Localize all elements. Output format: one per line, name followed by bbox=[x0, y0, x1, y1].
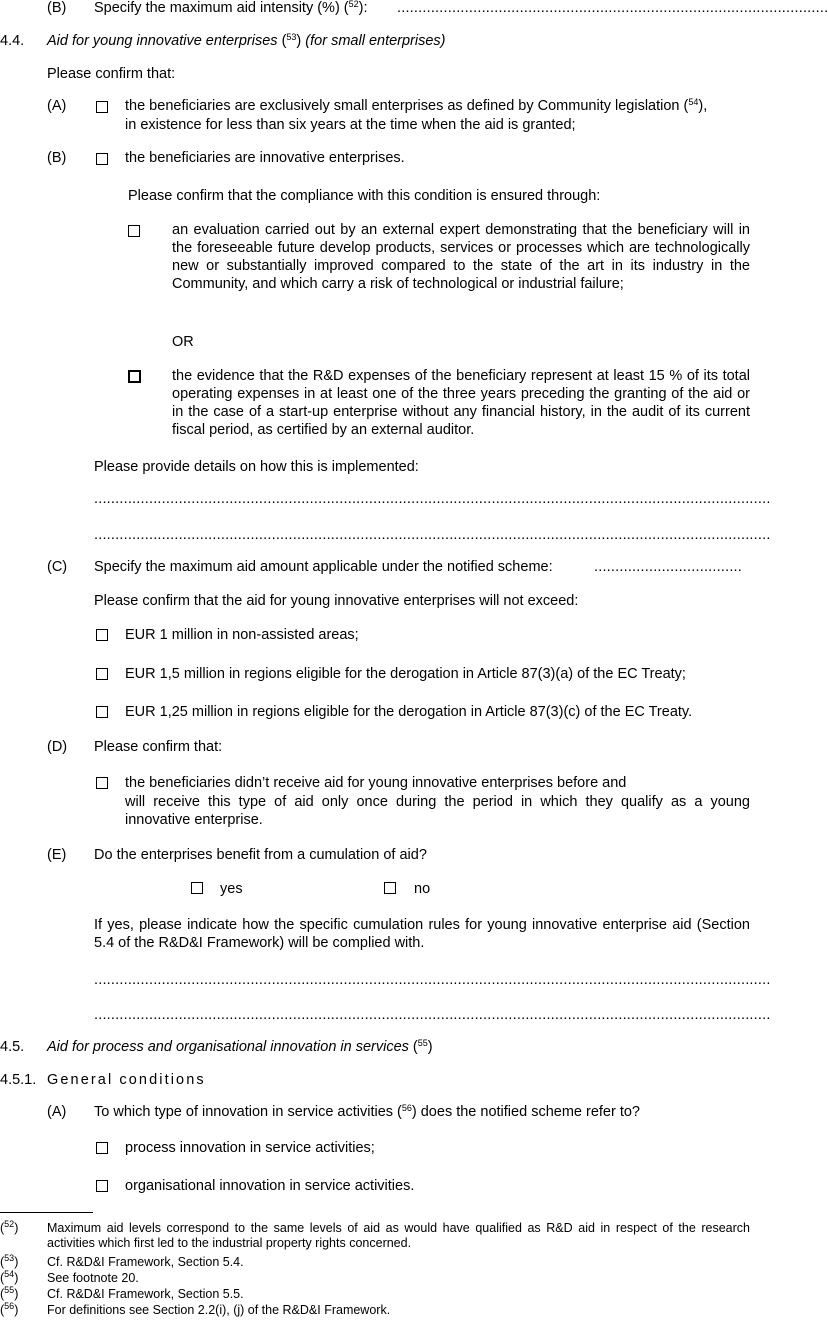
item-label-a: (A) bbox=[47, 1104, 67, 1120]
article-87-3a-text: EUR 1,5 million in regions eligible for the derogation in Article 87(3)(a) of the EC Treaty; bbox=[125, 666, 686, 682]
footnote-number: ($^{52}$) bbox=[0, 1219, 19, 1235]
section-title: Aid for process and organisational innovation in services ($^{55}$) bbox=[47, 1038, 433, 1055]
item-label-b: (B) bbox=[47, 0, 67, 16]
no-prior-aid-text-line1: the beneficiaries didn’t receive aid for young innovative enterprises before and bbox=[125, 775, 627, 791]
no-prior-aid-text-line2: will receive this type of aid only once during the period in which they qualify as a young innovative enterprise. bbox=[125, 794, 750, 828]
cumulation-no-label: no bbox=[414, 881, 431, 897]
footnote-text: For definitions see Section 2.2(i), (j) of the R&D&I Framework. bbox=[47, 1303, 391, 1317]
section-number: 4.5. bbox=[0, 1039, 25, 1055]
article-87-3c-checkbox[interactable] bbox=[96, 706, 108, 718]
max-aid-amount-answer-field[interactable]: ................................... bbox=[594, 559, 742, 575]
item-label-e: (E) bbox=[47, 847, 67, 863]
footnote-separator bbox=[0, 1212, 93, 1213]
no-prior-aid-checkbox[interactable] bbox=[96, 777, 108, 789]
compliance-instruction: Please confirm that the compliance with this condition is ensured through: bbox=[128, 188, 601, 204]
subsection-number: 4.5.1. bbox=[0, 1072, 37, 1088]
innovative-enterprise-checkbox[interactable] bbox=[96, 153, 108, 165]
footnote-ref: 56 bbox=[401, 1103, 412, 1113]
cumulation-question: Do the enterprises benefit from a cumulation of aid? bbox=[94, 847, 427, 863]
details-answer-line-2[interactable]: ................................................................................................................................................................ bbox=[94, 527, 771, 543]
details-instruction: Please provide details on how this is implemented: bbox=[94, 459, 419, 475]
small-enterprise-checkbox[interactable] bbox=[96, 101, 108, 113]
max-aid-intensity-question: Specify the maximum aid intensity (%) ($^{52}$): bbox=[94, 0, 368, 16]
cumulation-yes-label: yes bbox=[220, 881, 243, 897]
footnote-text: Cf. R&D&I Framework, Section 5.5. bbox=[47, 1287, 244, 1301]
small-enterprise-text-line2: in existence for less than six years at the time when the aid is granted; bbox=[125, 117, 576, 133]
footnote-ref: 55 bbox=[417, 1038, 428, 1048]
innovation-type-question: To which type of innovation in service activities ($^{56}$) does the notified scheme refer to? bbox=[94, 1103, 640, 1120]
footnote-number: ($^{54}$) bbox=[0, 1269, 19, 1285]
item-label-a: (A) bbox=[47, 98, 67, 114]
item-label-c: (C) bbox=[47, 559, 68, 575]
subsection-title: General conditions bbox=[47, 1072, 206, 1088]
organisational-innovation-text: organisational innovation in service activities. bbox=[125, 1178, 415, 1194]
d-confirm-instruction: Please confirm that: bbox=[94, 739, 223, 755]
process-innovation-checkbox[interactable] bbox=[96, 1142, 108, 1154]
footnote-number: ($^{56}$) bbox=[0, 1301, 19, 1317]
cumulation-answer-line-2[interactable]: ................................................................................................................................................................ bbox=[94, 1007, 771, 1023]
process-innovation-text: process innovation in service activities; bbox=[125, 1140, 375, 1156]
footnote-ref: 53 bbox=[286, 32, 297, 42]
aid-limit-instruction: Please confirm that the aid for young innovative enterprises will not exceed: bbox=[94, 593, 579, 609]
footnote-number: ($^{55}$) bbox=[0, 1285, 19, 1301]
footnote-ref: 54 bbox=[688, 97, 699, 107]
organisational-innovation-checkbox[interactable] bbox=[96, 1180, 108, 1192]
section-number: 4.4. bbox=[0, 33, 25, 49]
cumulation-answer-line-1[interactable]: ................................................................................................................................................................ bbox=[94, 972, 771, 988]
max-aid-intensity-answer-field[interactable]: ...................................................................................................... bbox=[397, 0, 828, 16]
item-label-d: (D) bbox=[47, 739, 68, 755]
details-answer-line-1[interactable]: ................................................................................................................................................................ bbox=[94, 491, 771, 507]
cumulation-no-checkbox[interactable] bbox=[384, 882, 396, 894]
non-assisted-areas-text: EUR 1 million in non-assisted areas; bbox=[125, 627, 359, 643]
non-assisted-areas-checkbox[interactable] bbox=[96, 629, 108, 641]
footnote-text: Maximum aid levels correspond to the same levels of aid as would have qualified as R&D aid in respect of the research activities which first led to the industrial property rights concerned. bbox=[47, 1221, 750, 1250]
footnote-ref: 52 bbox=[348, 0, 359, 9]
rd-expenses-checkbox[interactable] bbox=[128, 370, 141, 383]
cumulation-yes-checkbox[interactable] bbox=[191, 882, 203, 894]
external-expert-checkbox[interactable] bbox=[128, 225, 140, 237]
article-87-3c-text: EUR 1,25 million in regions eligible for the derogation in Article 87(3)(c) of the EC Treaty. bbox=[125, 704, 693, 720]
footnote-number: ($^{53}$) bbox=[0, 1253, 19, 1269]
cumulation-instruction: If yes, please indicate how the specific cumulation rules for young innovative enterprise aid (Section 5.4 of the R&D&I Framework) will be complied with. bbox=[94, 917, 750, 951]
or-separator: OR bbox=[172, 334, 194, 350]
external-expert-text: an evaluation carried out by an external expert demonstrating that the beneficiary will in the foreseeable future develop products, services or processes which are technologically new or substantially improved compared to the state of the art in its industry in the Community, and which carry a risk of technological or industrial failure; bbox=[172, 222, 750, 292]
confirm-instruction: Please confirm that: bbox=[47, 66, 176, 82]
max-aid-amount-question: Specify the maximum aid amount applicable under the notified scheme: bbox=[94, 559, 553, 575]
item-label-b: (B) bbox=[47, 150, 67, 166]
article-87-3a-checkbox[interactable] bbox=[96, 668, 108, 680]
section-title: Aid for young innovative enterprises ($^{53}$) (for small enterprises) bbox=[47, 32, 446, 49]
innovative-enterprise-text: the beneficiaries are innovative enterprises. bbox=[125, 150, 405, 166]
footnote-text: Cf. R&D&I Framework, Section 5.4. bbox=[47, 1255, 244, 1269]
small-enterprise-text-line1: the beneficiaries are exclusively small enterprises as defined by Community legislation ($^{54}$), bbox=[125, 97, 708, 114]
footnote-text: See footnote 20. bbox=[47, 1271, 139, 1285]
rd-expenses-text: the evidence that the R&D expenses of the beneficiary represent at least 15 % of its total operating expenses in at least one of the three years preceding the granting of the aid or in the case of a start-up enterprise without any financial history, in the audit of its current fiscal period, as certified by an external auditor. bbox=[172, 368, 750, 438]
